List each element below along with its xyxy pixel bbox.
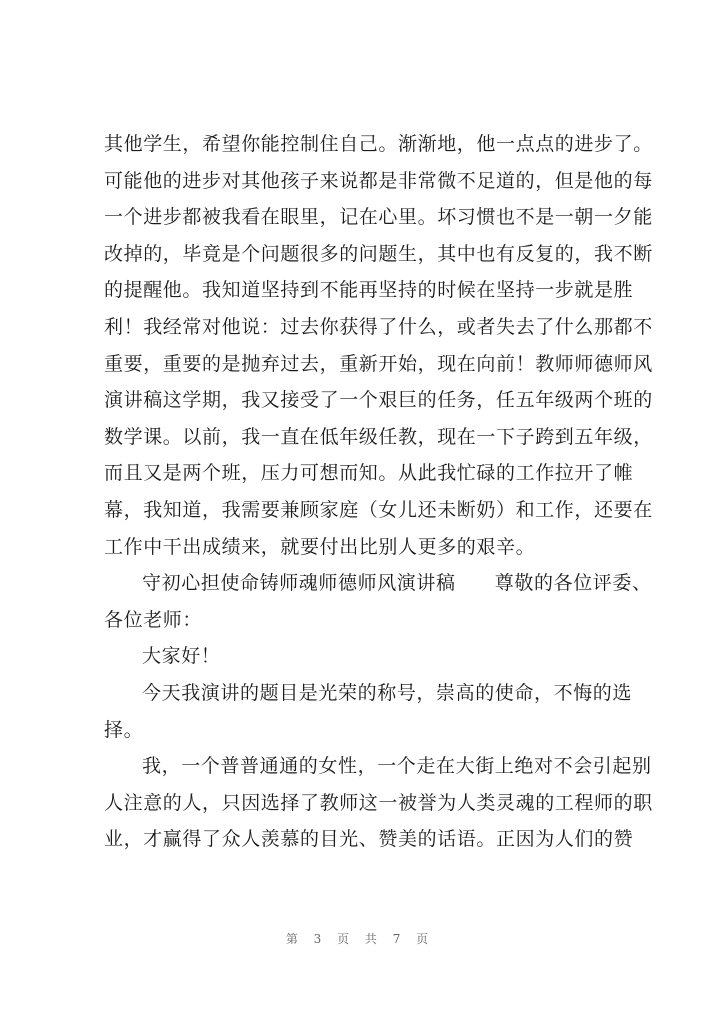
section-heading-line: 守初心担使命铸师魂师德师风演讲稿 尊敬的各位评委、: [142, 572, 652, 595]
text-line: 演讲稿这学期，我又接受了一个艰巨的任务，任五年级两个班的: [104, 389, 653, 412]
text-line: 幕，我知道，我需要兼顾家庭（女儿还未断奶）和工作，还要在: [104, 498, 653, 521]
text-line: 我，一个普普通通的女性，一个走在大街上绝对不会引起别: [142, 755, 652, 778]
text-line: 改掉的，毕竟是个问题很多的问题生，其中也有反复的，我不断: [104, 242, 653, 265]
greeting-line: 大家好！: [142, 645, 221, 668]
text-line: 的提醒他。我知道坚持到不能再坚持的时候在坚持一步就是胜: [104, 279, 634, 302]
text-line: 其他学生，希望你能控制住自己。渐渐地，他一点点的进步了。: [104, 133, 653, 155]
text-line: 业，才赢得了众人羡慕的目光、赞美的话语。正因为人们的赞: [104, 828, 634, 851]
text-line: 各位老师：: [104, 608, 203, 631]
text-line: 工作中干出成绩来，就要付出比别人更多的艰辛。: [104, 535, 536, 558]
text-line: 人注意的人，只因选择了教师这一被誉为人类灵魂的工程师的职: [104, 791, 653, 814]
text-line: 今天我演讲的题目是光荣的称号，崇高的使命，不悔的选: [142, 681, 633, 704]
text-line: 数学课。以前，我一直在低年级任教，现在一下子跨到五年级，: [104, 425, 653, 448]
text-line: 择。: [104, 718, 144, 741]
text-line: 可能他的进步对其他孩子来说都是非常微不足道的，但是他的每: [104, 169, 653, 192]
text-line: 利！我经常对他说：过去你获得了什么，或者失去了什么那都不: [104, 315, 653, 338]
text-line: 重要，重要的是抛弃过去，重新开始，现在向前！教师师德师风: [104, 352, 653, 375]
body-text: [104, 126, 653, 858]
page-number-footer: 第 3 页 共 7 页: [285, 932, 435, 946]
text-line: 而且又是两个班，压力可想而知。从此我忙碌的工作拉开了帷: [104, 462, 634, 485]
text-line: 一个进步都被我看在眼里，记在心里。坏习惯也不是一朝一夕能: [104, 206, 653, 229]
